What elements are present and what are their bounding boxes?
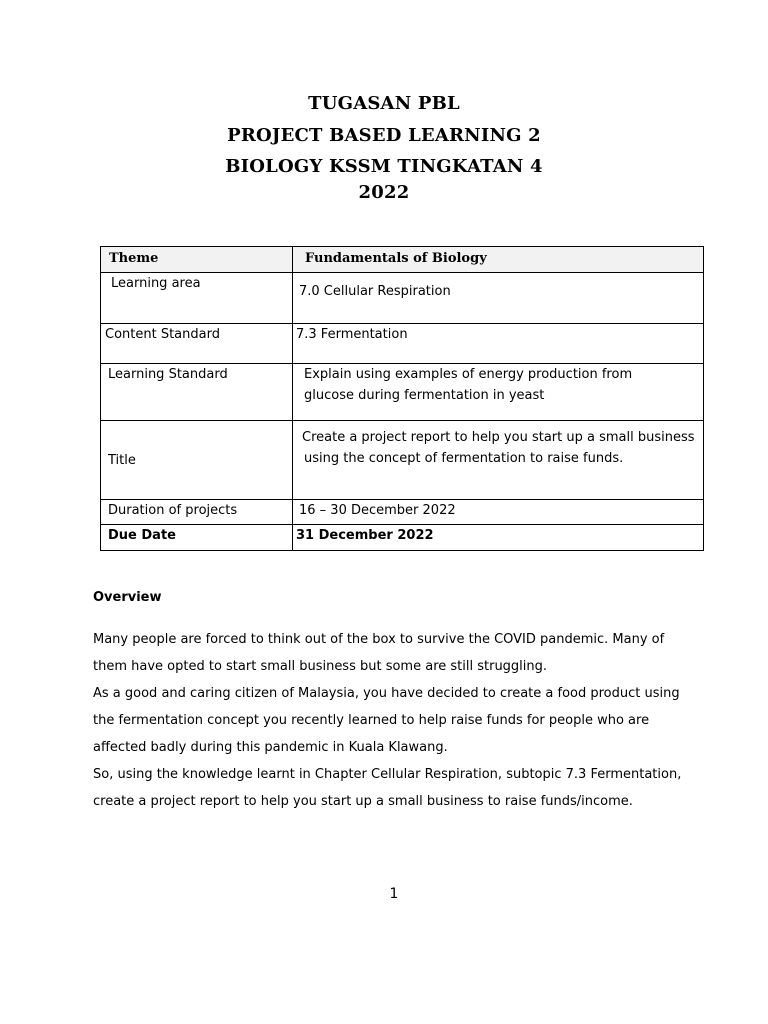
table-row-learning-area [101, 273, 704, 324]
heading-project-based-learning: PROJECT BASED LEARNING 2 [227, 125, 541, 146]
heading-tugasan-pbl: TUGASAN PBL [308, 93, 460, 114]
page-number: 1 [389, 886, 399, 902]
theme-label: Theme [109, 251, 159, 266]
table-cell-value [293, 500, 704, 525]
project-info-table [100, 246, 704, 551]
overview-line: the fermentation concept you recently learned to help raise funds for people who are [93, 713, 650, 728]
learning-standard-line-1: Explain using examples of energy production from [304, 367, 633, 382]
table-row-title [101, 421, 704, 500]
table-cell-label [101, 364, 293, 421]
learning-standard-line-2: glucose during fermentation in yeast [304, 388, 545, 403]
overview-line: As a good and caring citizen of Malaysia, you have decided to create a food product using [93, 686, 680, 701]
title-label: Title [108, 452, 136, 468]
overview-line: create a project report to help you start up a small business to raise funds/income. [93, 794, 633, 809]
title-line-1: Create a project report to help you start up a small business [302, 430, 695, 445]
table-row-theme [101, 247, 704, 273]
table-cell-value [293, 525, 704, 551]
overview-paragraph [93, 626, 693, 815]
learning-standard-label: Learning Standard [108, 367, 228, 382]
table-cell-label [101, 247, 293, 273]
table-cell-label [101, 525, 293, 551]
learning-area-label: Learning area [111, 276, 201, 291]
overview-heading: Overview [93, 590, 162, 605]
title-line-2: using the concept of fermentation to raise funds. [304, 451, 624, 466]
table-cell-label [101, 500, 293, 525]
table-cell-value [293, 421, 704, 500]
due-date-label: Due Date [108, 528, 176, 543]
heading-biology-kssm: BIOLOGY KSSM TINGKATAN 4 [225, 156, 543, 177]
overview-line: affected badly during this pandemic in Kuala Klawang. [93, 740, 448, 755]
learning-area-value: 7.0 Cellular Respiration [299, 284, 451, 299]
table-cell-value [293, 273, 704, 324]
content-standard-label: Content Standard [105, 327, 220, 342]
table-row-learning-standard [101, 364, 704, 421]
theme-value: Fundamentals of Biology [305, 251, 487, 266]
due-date-value: 31 December 2022 [296, 528, 434, 543]
content-standard-value: 7.3 Fermentation [296, 327, 408, 342]
table-cell-label [101, 421, 293, 500]
overview-line: them have opted to start small business but some are still struggling. [93, 659, 548, 674]
table-cell-label [101, 324, 293, 364]
table-row-duration [101, 500, 704, 525]
table-cell-value [293, 324, 704, 364]
table-cell-value [293, 247, 704, 273]
duration-value: 16 – 30 December 2022 [299, 503, 456, 518]
overview-line: So, using the knowledge learnt in Chapter Cellular Respiration, subtopic 7.3 Fermentation, [93, 767, 682, 782]
table-cell-label [101, 273, 293, 324]
table-cell-value [293, 364, 704, 421]
duration-label: Duration of projects [108, 503, 238, 518]
overview-line: Many people are forced to think out of the box to survive the COVID pandemic. Many of [93, 632, 665, 647]
heading-year: 2022 [358, 182, 410, 203]
table-row-content-standard [101, 324, 704, 364]
table-row-due-date [101, 525, 704, 551]
